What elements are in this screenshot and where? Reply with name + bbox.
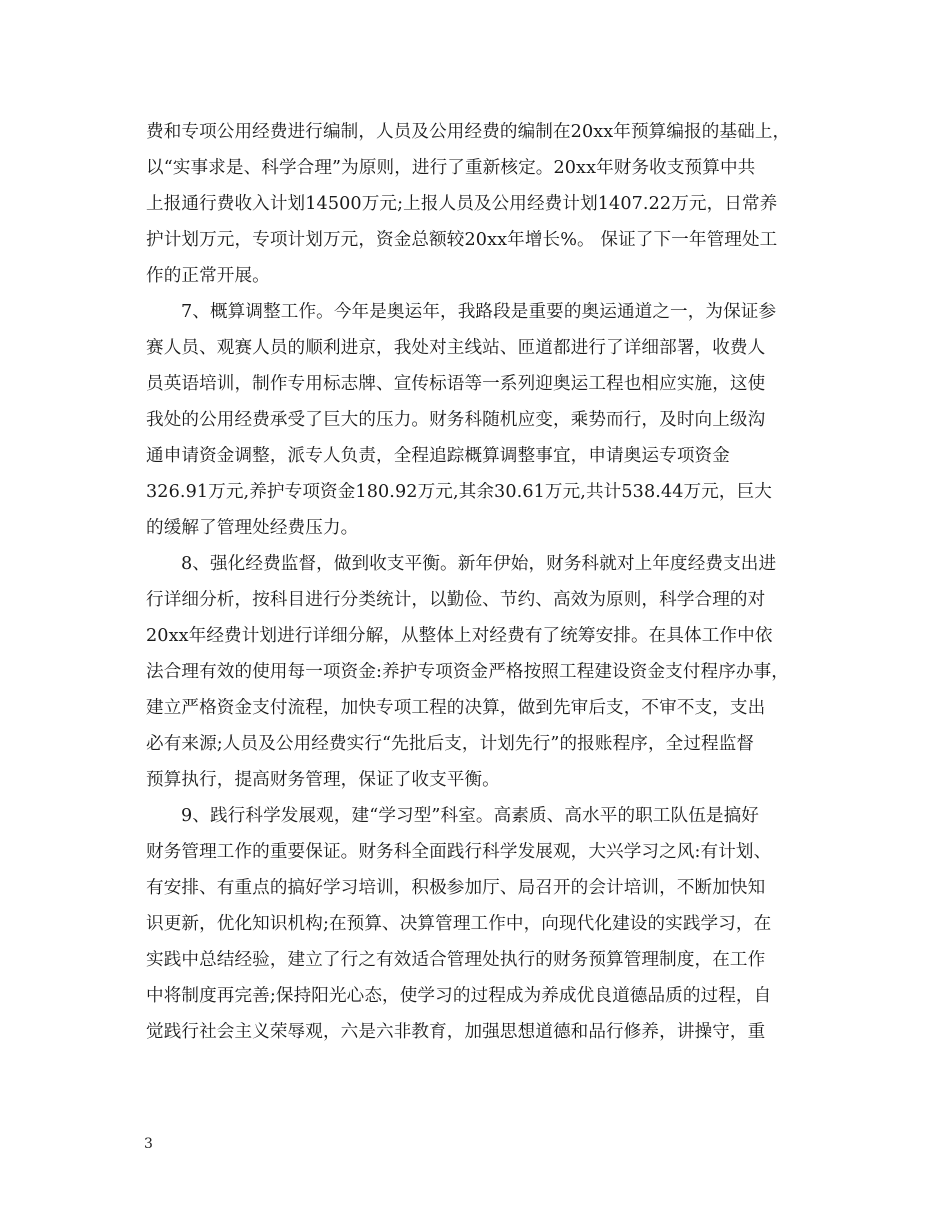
text-line: 326.91万元,养护专项资金180.92万元,其余30.61万元,共计538.44万元，巨大 xyxy=(146,482,772,502)
text-line: 通申请资金调整，派专人负责，全程追踪概算调整事宜，申请奥运专项资金 xyxy=(146,446,730,466)
text-line: 必有来源;人员及公用经费实行“先批后支，计划先行”的报账程序，全过程监督 xyxy=(146,734,755,754)
text-line: 预算执行，提高财务管理，保证了收支平衡。 xyxy=(146,770,500,790)
text-line: 赛人员、观赛人员的顺利进京，我处对主线站、匝道都进行了详细部署，收费人 xyxy=(146,338,766,358)
page-number: 3 xyxy=(144,1136,153,1152)
text-line: 的缓解了管理处经费压力。 xyxy=(146,518,359,538)
paragraph-first-line: 9、践行科学发展观，建“学习型”科室。高素质、高水平的职工队伍是搞好 xyxy=(181,806,759,826)
text-line: 20xx年经费计划进行详细分解，从整体上对经费有了统筹安排。在具体工作中依 xyxy=(146,626,773,646)
paragraph-first-line: 8、强化经费监督，做到收支平衡。新年伊始，财务科就对上年度经费支出进 xyxy=(181,554,777,574)
text-line: 建立严格资金支付流程，加快专项工程的决算，做到先审后支，不审不支，支出 xyxy=(146,698,766,718)
text-line: 我处的公用经费承受了巨大的压力。财务科随机应变，乘势而行，及时向上级沟 xyxy=(146,410,766,430)
text-line: 有安排、有重点的搞好学习培训，积极参加厅、局召开的会计培训，不断加快知 xyxy=(146,878,766,898)
text-line: 护计划万元，专项计划万元，资金总额较20xx年增长%。 保证了下一年管理处工 xyxy=(146,230,778,250)
text-line: 上报通行费收入计划14500万元;上报人员及公用经费计划1407.22万元，日常养 xyxy=(146,194,778,214)
document-body xyxy=(146,114,826,1050)
text-line: 员英语培训，制作专用标志牌、宣传标语等一系列迎奥运工程也相应实施，这使 xyxy=(146,374,766,394)
text-line: 以“实事求是、科学合理”为原则，进行了重新核定。20xx年财务收支预算中共 xyxy=(146,158,756,178)
text-line: 法合理有效的使用每一项资金:养护专项资金严格按照工程建设资金支付程序办事， xyxy=(146,662,790,682)
text-line: 觉践行社会主义荣辱观，六是六非教育，加强思想道德和品行修养，讲操守，重 xyxy=(146,1022,766,1042)
paragraph-first-line: 7、概算调整工作。今年是奥运年，我路段是重要的奥运通道之一，为保证参 xyxy=(181,302,777,322)
text-line: 中将制度再完善;保持阳光心态，使学习的过程成为养成优良道德品质的过程，自 xyxy=(146,986,772,1006)
text-line: 财务管理工作的重要保证。财务科全面践行科学发展观，大兴学习之风:有计划、 xyxy=(146,842,772,862)
text-line: 费和专项公用经费进行编制，人员及公用经费的编制在20xx年预算编报的基础上， xyxy=(146,122,791,142)
text-line: 实践中总结经验，建立了行之有效适合管理处执行的财务预算管理制度，在工作 xyxy=(146,950,766,970)
text-line: 作的正常开展。 xyxy=(146,266,270,286)
text-line: 识更新，优化知识机构;在预算、决算管理工作中，向现代化建设的实践学习，在 xyxy=(146,914,772,934)
text-line: 行详细分析，按科目进行分类统计，以勤俭、节约、高效为原则，科学合理的对 xyxy=(146,590,766,610)
